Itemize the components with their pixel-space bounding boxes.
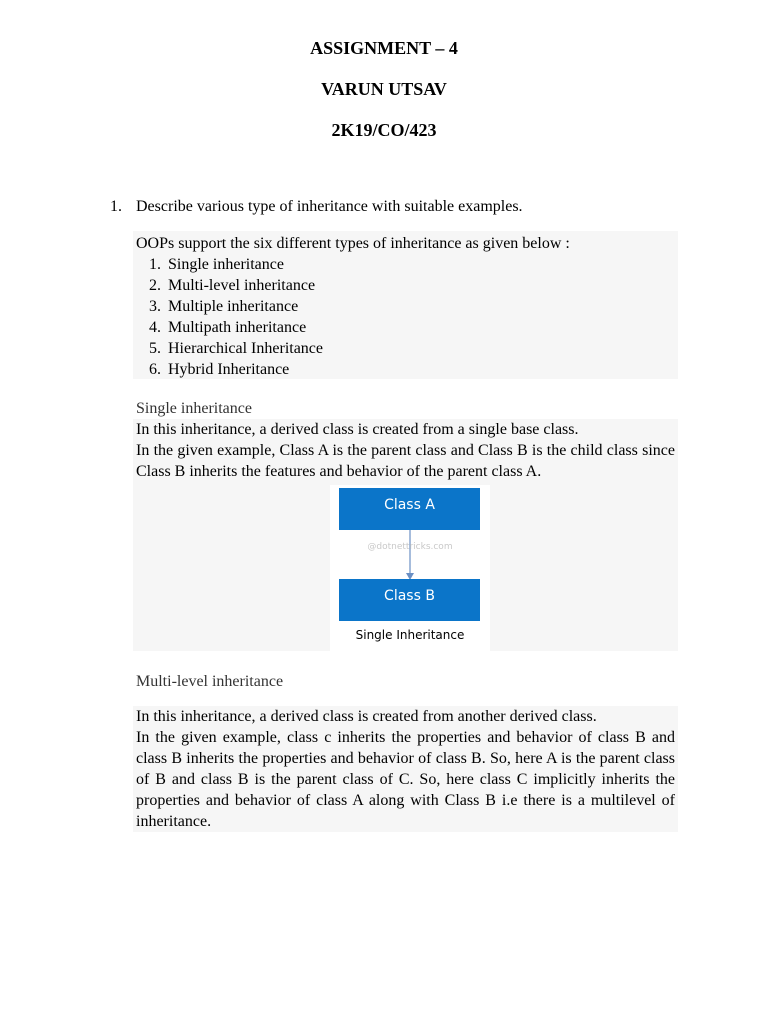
list-item: 5. Hierarchical Inheritance bbox=[165, 338, 678, 359]
inheritance-types-list bbox=[133, 254, 678, 380]
question-number: 1. bbox=[110, 198, 122, 215]
multilevel-inheritance-box bbox=[133, 706, 678, 832]
inheritance-types-box bbox=[133, 231, 678, 379]
multilevel-inheritance-definition: In this inheritance, a derived class is created from another derived class. bbox=[136, 708, 597, 725]
list-item: 6. Hybrid Inheritance bbox=[165, 359, 678, 380]
list-item: 2. Multi-level inheritance bbox=[165, 275, 678, 296]
single-inheritance-heading: Single inheritance bbox=[136, 400, 252, 417]
list-item: 3. Multiple inheritance bbox=[165, 296, 678, 317]
single-inheritance-box bbox=[133, 419, 678, 651]
multilevel-inheritance-example: In the given example, class c inherits the properties and behavior of class B and class B inherits the properties and behavior of class B. So, here A is the parent class of B and class B is the parent class of C. So, here class C implicitly inherits the properties and behavior of class A along with Class B i.e there is a multilevel of inheritance. bbox=[136, 729, 675, 830]
single-inheritance-diagram bbox=[330, 485, 490, 651]
student-name: VARUN UTSAV bbox=[321, 79, 447, 99]
class-a-box: Class A bbox=[339, 488, 480, 530]
list-item: 4. Multipath inheritance bbox=[165, 317, 678, 338]
question-1 bbox=[110, 197, 523, 217]
single-inheritance-example: In the given example, Class A is the parent class and Class B is the child class since Class B inherits the features and behavior of the parent class A. bbox=[136, 442, 675, 480]
watermark: @dotnettricks.com bbox=[367, 542, 453, 552]
assignment-title: ASSIGNMENT – 4 bbox=[310, 38, 458, 58]
roll-number: 2K19/CO/423 bbox=[331, 120, 437, 140]
list-item: 1. Single inheritance bbox=[165, 254, 678, 275]
arrow-down-icon bbox=[405, 530, 415, 582]
question-text: Describe various type of inheritance with suitable examples. bbox=[136, 198, 523, 215]
class-b-box: Class B bbox=[339, 579, 480, 621]
diagram-caption: Single Inheritance bbox=[355, 628, 465, 642]
single-inheritance-definition: In this inheritance, a derived class is created from a single base class. bbox=[136, 421, 579, 438]
multilevel-inheritance-heading: Multi-level inheritance bbox=[136, 673, 284, 690]
intro-text: OOPs support the six different types of inheritance as given below : bbox=[136, 235, 570, 252]
